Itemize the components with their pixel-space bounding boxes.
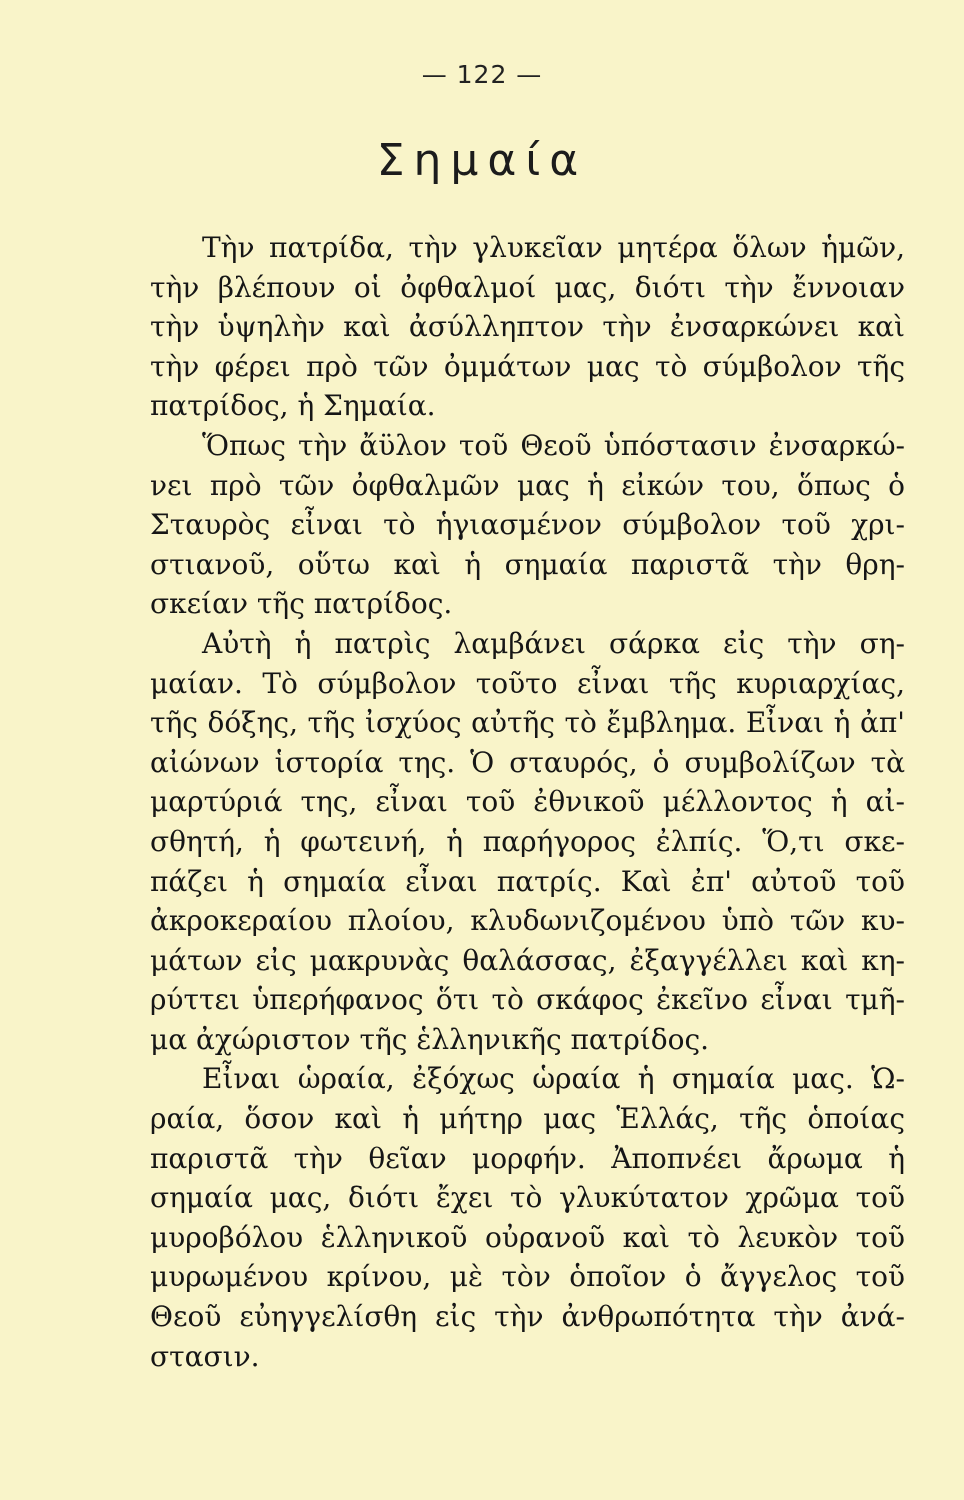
text-line: μυροβόλου ἑλληνικοῦ οὐρανοῦ καὶ τὸ λευκὸν τοῦ: [150, 1220, 905, 1254]
text-line: ἀκροκεραίου πλοίου, κλυδωνιζομένου ὑπὸ τῶν κυ-: [150, 904, 905, 938]
text-line: Ὅπως τὴν ἄϋλον τοῦ Θεοῦ ὑπόστασιν ἐνσαρκώ-: [202, 428, 905, 462]
paragraph-3: [150, 624, 905, 1060]
text-line: Αὐτὴ ἡ πατρὶς λαμβάνει σάρκα εἰς τὴν ση-: [202, 626, 905, 660]
text-line: Θεοῦ εὐηγγελίσθη εἰς τὴν ἀνθρωπότητα τὴν ἀνά-: [150, 1300, 905, 1334]
text-line: μυρωμένου κρίνου, μὲ τὸν ὁποῖον ὁ ἄγγελος τοῦ: [150, 1260, 905, 1294]
text-line: ραία, ὅσον καὶ ἡ μήτηρ μας Ἑλλάς, τῆς ὁποίας: [150, 1102, 905, 1136]
text-line: στασιν.: [150, 1339, 260, 1373]
body-text: [150, 228, 905, 1376]
text-line: παριστᾶ τὴν θεῖαν μορφήν. Ἀποπνέει ἄρωμα ἡ: [150, 1141, 905, 1175]
text-line: μάτων εἰς μακρυνὰς θαλάσσας, ἐξαγγέλλει καὶ κη-: [150, 943, 905, 977]
text-line: μαρτύριά της, εἶναι τοῦ ἐθνικοῦ μέλλοντος ἡ αἰ-: [150, 785, 905, 819]
text-line: σθητή, ἡ φωτεινή, ἡ παρήγορος ἐλπίς. Ὅ,τι σκε-: [150, 824, 905, 858]
text-line: Σταυρὸς εἶναι τὸ ἡγιασμένον σύμβολον τοῦ χρι-: [150, 508, 905, 542]
text-line: μα ἀχώριστον τῆς ἑλληνικῆς πατρίδος.: [150, 1022, 710, 1056]
text-line: νει πρὸ τῶν ὀφθαλμῶν μας ἡ εἰκών του, ὅπως ὁ: [150, 468, 905, 502]
text-line: ρύττει ὑπερήφανος ὅτι τὸ σκάφος ἐκεῖνο εἶναι τμῆ-: [150, 983, 905, 1017]
text-line: μαίαν. Τὸ σύμβολον τοῦτο εἶναι τῆς κυριαρχίας,: [150, 666, 905, 700]
text-line: σκείαν τῆς πατρίδος.: [150, 587, 453, 621]
text-line: πατρίδος, ἡ Σημαία.: [150, 389, 436, 423]
text-line: τὴν ὑψηλὴν καὶ ἀσύλληπτον τὴν ἐνσαρκώνει καὶ: [150, 310, 905, 344]
text-line: τῆς δόξης, τῆς ἰσχύος αὐτῆς τὸ ἔμβλημα. Εἶναι ἡ ἀπ': [150, 706, 905, 740]
text-line: τὴν βλέπουν οἱ ὀφθαλμοί μας, διότι τὴν ἔννοιαν: [150, 270, 905, 304]
text-line: Εἶναι ὡραία, ἐξόχως ὡραία ἡ σημαία μας. Ὡ-: [202, 1062, 905, 1096]
paragraph-2: [150, 426, 905, 624]
text-line: Τὴν πατρίδα, τὴν γλυκεῖαν μητέρα ὅλων ἡμῶν,: [202, 231, 905, 264]
chapter-title: Σημαία: [376, 135, 588, 186]
text-line: αἰώνων ἱστορία της. Ὁ σταυρός, ὁ συμβολίζων τὰ: [150, 745, 905, 779]
text-line: πάζει ἡ σημαία εἶναι πατρίς. Καὶ ἐπ' αὐτοῦ τοῦ: [150, 864, 905, 898]
page-number: — 122 —: [421, 60, 543, 89]
paragraph-1: [150, 228, 905, 426]
paragraph-4: [150, 1059, 905, 1376]
text-line: στιανοῦ, οὕτω καὶ ἡ σημαία παριστᾶ τὴν θρη-: [150, 547, 905, 581]
text-line: τὴν φέρει πρὸ τῶν ὀμμάτων μας τὸ σύμβολον τῆς: [150, 349, 905, 383]
text-line: σημαία μας, διότι ἔχει τὸ γλυκύτατον χρῶμα τοῦ: [150, 1181, 905, 1215]
